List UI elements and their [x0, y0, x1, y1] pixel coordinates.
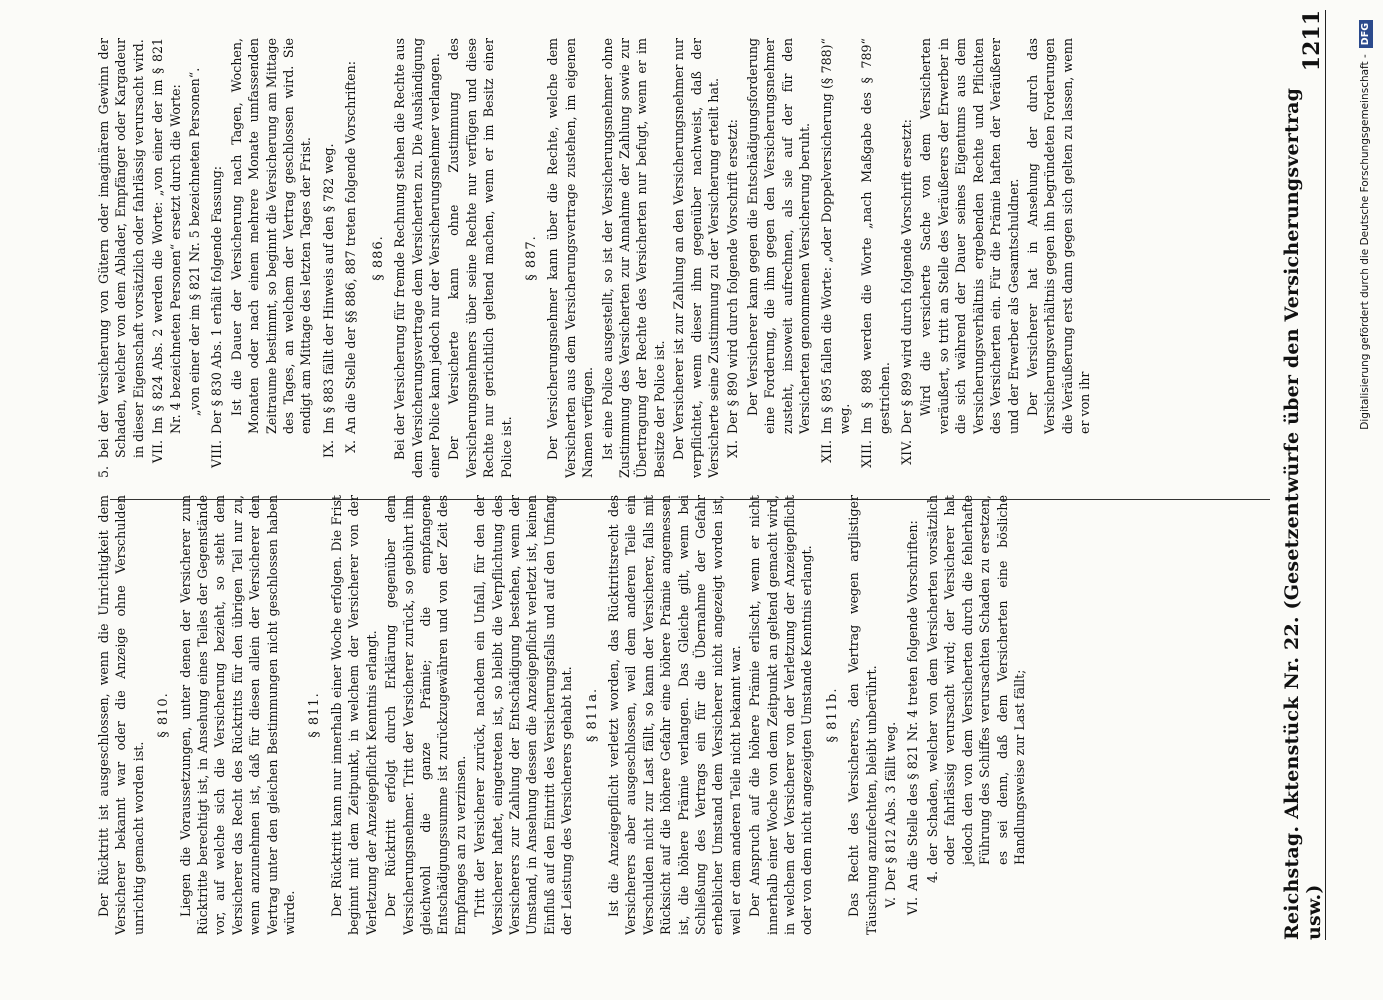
sub-item-marker: 5.	[96, 465, 111, 478]
paragraph: Bei der Versicherung für fremde Rechnung stehen die Rechte aus dem Versicherungsvertrage dem Versicherten zu. Die Aushändigung einer Police kann jedoch nur der Versicherungsnehmer verlangen.	[392, 38, 442, 478]
paragraph: Der Versicherer ist zur Zahlung an den Versicherungsnehmer nur verpflichtet, wenn dieser ihm gegenüber nachweist, daß der Versicherte seine Zustimmung zu der Versicherung erteilt hat.	[671, 38, 721, 478]
sub-item-marker: 4.	[924, 871, 940, 884]
paragraph: Der Anspruch auf die höhere Prämie erlischt, wenn er nicht innerhalb einer Woche von dem Zeitpunkt an geltend gemacht wird, in welchem der Versicherer von der Verletzung der Anzeigepflicht oder von dem nicht angezeigten Umstande Kenntnis erlangt.	[747, 495, 815, 935]
paragraph: Liegen die Voraussetzungen, unter denen der Versicherer zum Rücktritte berechtigt ist, in Ansehung eines Teiles der Gegenstände vor, auf welche sich die Versicherung bezieht, so steht dem Versicherer das Recht des Rücktritts für den übrigen Teil nur zu, wenn anzunehmen ist, daß für diesen allein der Versicherer den Vertrag unter den gleichen Bestimmungen nicht geschlossen haben würde.	[177, 495, 298, 935]
paragraph: Der Versicherte kann ohne Zustimmung des Versicherungsnehmers über seine Rechte nur verfügen und diese Rechte nur gerichtlich geltend machen, wenn er im Besitz einer Police ist.	[446, 38, 514, 478]
amendment-item	[208, 38, 316, 478]
item-text: Der § 830 Abs. 1 erhält folgende Fassung:	[209, 166, 225, 434]
digitization-credit-strip	[1351, 20, 1379, 970]
item-marker: XIV.	[899, 440, 915, 465]
item-marker: V.	[883, 897, 899, 908]
right-column	[95, 38, 1275, 478]
sub-item	[924, 495, 1028, 891]
section-heading: § 811.	[307, 692, 323, 738]
item-text: Der § 812 Abs. 3 fällt weg.	[883, 721, 899, 891]
item-text: Der § 890 wird durch folgende Vorschrift ersetzt:	[725, 119, 741, 434]
amendment-item	[320, 38, 339, 478]
amendment-item	[724, 38, 815, 478]
amendment-item	[858, 38, 895, 478]
paragraph: Ist die Anzeigepflicht verletzt worden, das Rücktrittsrecht des Versicherers aber ausgeschlossen, weil dem anderen Teile ein Verschulden nicht zur Last fällt, so kann der Versicherer, falls mit Rücksicht auf die höhere Gefahr eine höhere Prämie angemessen ist, die höhere Prämie verlangen. Das Gleiche gilt, wenn bei Schließung des Vertrags ein für die Übernahme der Gefahr erheblicher Umstand dem Versicherer nicht angezeigt worden ist, weil er dem anderen Teile nicht bekannt war.	[605, 495, 743, 935]
paragraph: Ist eine Police ausgestellt, so ist der Versicherungsnehmer ohne Zustimmung des Versicherten zur Annahme der Zahlung sowie zur Übertragung der Rechte des Versicherten nur befugt, wenn er im Besitze der Police ist.	[599, 38, 667, 478]
sub-item	[95, 38, 147, 478]
paragraph: Der Rücktritt kann nur innerhalb einer Woche erfolgen. Die Frist beginnt mit dem Zeitpunkt, in welchem der Versicherer von der Verletzung der Anzeigepflicht Kenntnis erlangt.	[328, 495, 379, 935]
item-text: Im § 824 Abs. 2 werden die Worte: „von einer der im § 821 Nr. 4 bezeichneten Personen“ ersetzt durch die Worte:	[150, 38, 183, 434]
section-heading: § 887.	[523, 235, 539, 281]
item-text: Im § 898 werden die Worte „nach Maßgabe des § 789“ gestrichen.	[859, 38, 892, 434]
item-quote: Wird die versicherte Sache von dem Versicherten veräußert, so tritt an Stelle des Veräußerers der Erwerber in die sich während der Dauer seines Eigentums aus dem Versicherungsverhältnis ergebenden Rechte und Pflichten des Versicherten ein. Für die Prämie haften der Veräußerer und der Erwerber als Gesamtschuldner.	[918, 38, 1021, 434]
sub-item-text: bei der Versicherung von Gütern oder imaginärem Gewinn der Schaden, welcher von dem Ablader, Empfänger oder Kargadeur in dieser Eigenschaft vorsätzlich oder fahrlässig verursacht wird.	[96, 38, 146, 458]
item-quote: „von einer der im § 821 Nr. 5 bezeichneten Personen“.	[187, 67, 203, 416]
section-heading: § 811b.	[824, 687, 840, 743]
item-text: An die Stelle der §§ 886, 887 treten folgende Vorschriften:	[343, 61, 359, 434]
amendment-item	[882, 495, 901, 935]
item-marker: XI.	[725, 440, 741, 458]
section-heading: § 886.	[370, 235, 386, 281]
section-heading: § 811a.	[584, 687, 600, 743]
item-quote: Ist die Dauer der Versicherung nach Tagen, Wochen, Monaten oder nach einem mehrere Monate umfassenden Zeitraume bestimmt, so beginnt die Versicherung am Mittage des Tages, an welchem der Vertrag geschlossen wird. Sie endigt am Mittage des letzten Tages der Frist.	[228, 38, 314, 434]
item-text: Im § 883 fällt der Hinweis auf den § 782 weg.	[320, 143, 336, 434]
paragraph: Das Recht des Versicherers, den Vertrag wegen arglistiger Täuschung anzufechten, bleibt unberührt.	[846, 495, 879, 935]
page-number: 1211	[1299, 10, 1325, 72]
item-text: Im § 895 fallen die Worte: „oder Doppelversicherung (§ 788)“ weg.	[819, 38, 852, 434]
item-marker: VIII.	[209, 440, 225, 469]
section-heading: § 810.	[156, 692, 172, 738]
digitization-credit	[1351, 20, 1379, 970]
left-column	[95, 495, 1275, 935]
sub-item-text: der Schaden, welcher von dem Versicherten vorsätzlich oder fahrlässig verursacht wird; der Versicherer hat jedoch den von dem Versicherten durch die fehlerhafte Führung des Schiffes verursachten Schaden zu ersetzen, es sei denn, daß dem Versicherten eine bösliche Handlungsweise zur Last fällt;	[924, 495, 1027, 865]
item-text: Der § 899 wird durch folgende Vorschrift ersetzt:	[899, 119, 915, 434]
paragraph: Der Rücktritt erfolgt durch Erklärung gegenüber dem Versicherungsnehmer. Tritt der Versicherer zurück, so gebührt ihm gleichwohl die ganze Prämie; die empfangene Entschädigungssumme ist zurückzugewähren und von der Zeit des Empfanges an zu verzinsen.	[383, 495, 468, 935]
item-marker: XII.	[819, 440, 835, 463]
amendment-item	[342, 38, 361, 478]
item-quote: Der Versicherer hat in Ansehung der durch das Versicherungsverhältnis gegen ihn begründeten Forderungen die Veräußerung erst dann gegen sich gelten zu lassen, wenn er von ihr	[1024, 38, 1093, 434]
item-marker: XIII.	[859, 440, 875, 468]
running-title: Reichstag. Aktenstück Nr. 22. (Gesetzentwürfe über den Versicherungsvertrag usw.)	[1281, 87, 1325, 940]
amendment-item	[818, 38, 855, 478]
amendment-item	[149, 38, 205, 478]
item-quote: Der Versicherer kann gegen die Entschädigungsforderung eine Forderung, die ihm gegen den Versicherungsnehmer zusteht, insoweit aufrechnen, als sie auf der für den Versicherten genommenen Versicherung beruht.	[744, 38, 813, 434]
page-header	[1281, 10, 1326, 940]
item-marker: IX.	[320, 440, 336, 458]
item-marker: VII.	[150, 440, 166, 464]
amendment-item	[898, 38, 1095, 478]
credit-text: Digitalisierung gefördert durch die Deutsche Forschungsgemeinschaft -	[1359, 54, 1371, 430]
item-marker: X.	[343, 440, 359, 453]
amendment-item	[904, 495, 1030, 935]
dfg-logo: DFG	[1359, 20, 1373, 48]
item-marker: VI.	[905, 897, 921, 916]
item-text: An die Stelle des § 821 Nr. 4 treten folgende Vorschriften:	[905, 520, 921, 891]
paragraph: Der Rücktritt ist ausgeschlossen, wenn die Unrichtigkeit dem Versicherer bekannt war oder die Anzeige ohne Verschulden unrichtig gemacht worden ist.	[96, 495, 146, 935]
paragraph: Der Versicherungsnehmer kann über die Rechte, welche dem Versicherten aus dem Versicherungsvertrage zustehen, im eigenen Namen verfügen.	[545, 38, 596, 478]
paragraph: Tritt der Versicherer zurück, nachdem ein Unfall, für den der Versicherer haftet, eingetreten ist, so bleibt die Verpflichtung des Versicherers zur Zahlung der Entschädigung bestehen, wenn der Umstand, in Ansehung dessen die Anzeigepflicht verletzt ist, keinen Einfluß auf den Eintritt des Versicherungsfalls und auf den Umfang der Leistung des Versicherers gehabt hat.	[472, 495, 575, 935]
